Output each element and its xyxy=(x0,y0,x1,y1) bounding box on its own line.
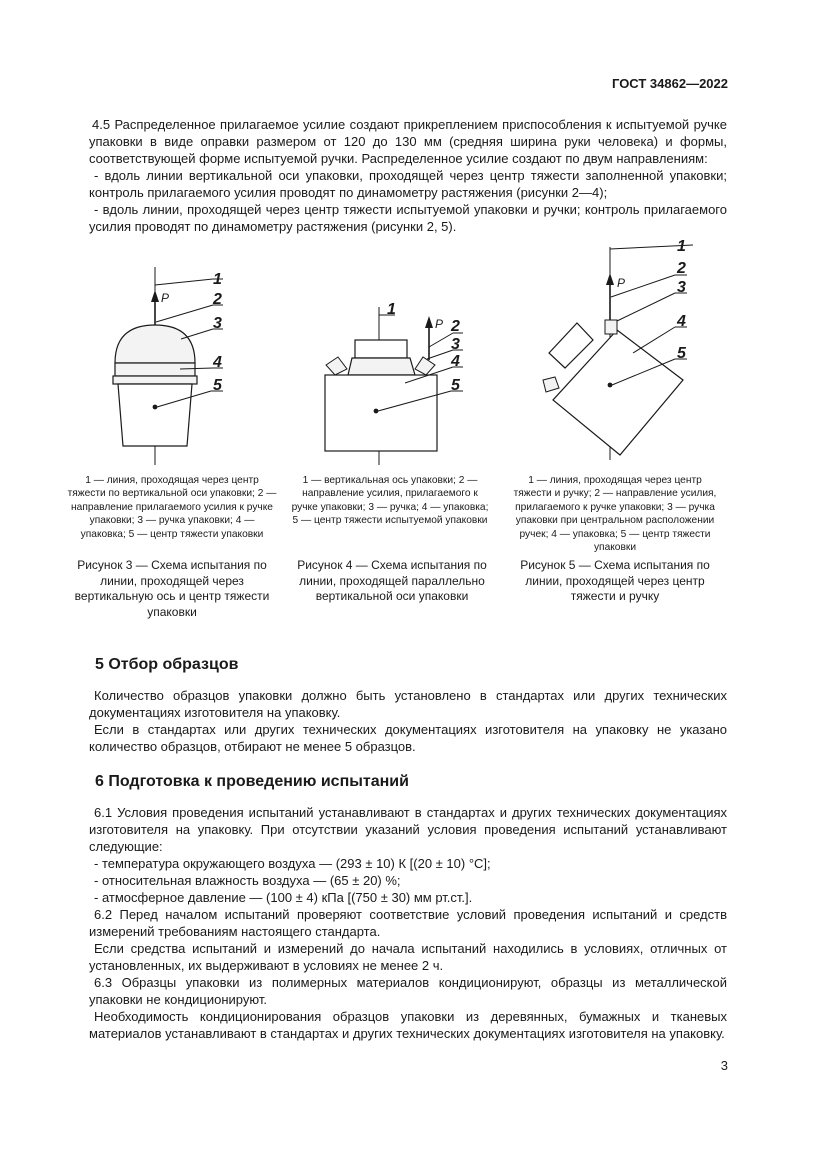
force-arrow-icon xyxy=(151,290,159,302)
section-5-paragraph-1: Количество образцов упаковки должно быть установлено в стандартах или других технических документациях изготовителя на упаковку. xyxy=(89,688,727,721)
svg-text:2: 2 xyxy=(213,291,222,308)
figure-3-legend: 1 — линия, проходящая через центр тяжести по вертикальной оси упаковки; 2 — направление прилагаемого усилия к ручке упаковки; 3 — ручка упаковки; 4 — упаковка; 5 — центр тяжести упаковки xyxy=(67,475,277,540)
svg-text:5: 5 xyxy=(677,345,686,362)
document-header-standard: ГОСТ 34862—2022 xyxy=(612,76,728,91)
side-handle xyxy=(543,377,559,392)
bullet-center-line: - вдоль линии, проходящей через центр тяжести испытуемой упаковки и ручки; контроль прилагаемого усилия проводят по динамометру растяжения (рисунки 2, 5). xyxy=(89,202,727,235)
canister-handle-left xyxy=(326,357,347,375)
svg-text:3: 3 xyxy=(451,336,460,353)
section-6-3-paragraph: 6.3 Образцы упаковки из полимерных материалов кондиционируют, образцы из металлической упаковки не кондиционируют. xyxy=(89,975,727,1008)
tilted-canister-neck xyxy=(549,323,593,368)
svg-text:2: 2 xyxy=(677,260,686,277)
force-arrow-icon xyxy=(425,316,433,328)
svg-text:4: 4 xyxy=(213,354,222,371)
figure-5-title: Рисунок 5 — Схема испытания по линии, проходящей через центр тяжести и ручку xyxy=(520,558,710,604)
svg-text:5: 5 xyxy=(451,377,460,394)
svg-text:3: 3 xyxy=(677,279,686,296)
svg-text:P: P xyxy=(435,317,444,331)
section-5-heading: 5 Отбор образцов xyxy=(95,656,239,673)
bullet-vertical-axis: - вдоль линии вертикальной оси упаковки, проходящей через центр тяжести заполненной упаковки; контроль прилагаемого усилия проводят по динамометру растяжения (рисунки 2—4); xyxy=(89,168,727,201)
canister-handle-right xyxy=(415,357,435,375)
section-6-2-paragraph: 6.2 Перед началом испытаний проверяют соответствие условий проведения испытаний и средств измерений требованиям настоящего стандарта. xyxy=(89,907,727,940)
page-number: 3 xyxy=(720,1058,728,1073)
bucket-handle xyxy=(115,325,195,363)
paragraph-4-5: 4.5 Распределенное прилагаемое усилие создают прикреплением приспособления к испытуемой ручке упаковки в виде оправки размером от 120 до 130 мм (средняя ширина руки человека) и формы, соответствующей форме испытуемой ручки. Распределенное усилие создают по двум направлениям: xyxy=(89,117,727,167)
bullet-humidity: - относительная влажность воздуха — (65 ± 20) %; xyxy=(94,873,401,888)
canister-body xyxy=(325,375,437,451)
svg-text:4: 4 xyxy=(451,353,460,370)
force-label-p: P xyxy=(161,291,170,305)
section-6-1-paragraph: 6.1 Условия проведения испытаний устанавливают в стандартах и других технических документациях изготовителя на упаковку. При отсутствии указаний условия проведения испытаний устанавливают следующие: xyxy=(89,805,727,855)
center-of-gravity xyxy=(153,405,158,410)
section-6-heading: 6 Подготовка к проведению испытаний xyxy=(95,773,409,790)
section-6-3-paragraph-2: Необходимость кондиционирования образцов упаковки из деревянных, бумажных и тканевых материалов устанавливают в стандартах и других технических документациях изготовителя на упаковку. xyxy=(89,1009,727,1042)
bucket-body xyxy=(118,384,192,446)
bullet-pressure: - атмосферное давление — (100 ± 4) кПа [(750 ± 30) мм рт.ст.]. xyxy=(94,890,473,905)
figure-4-canister-diagram xyxy=(305,295,475,465)
figure-3-bucket-diagram xyxy=(95,255,245,465)
figure-4-legend: 1 — вертикальная ось упаковки; 2 — направление усилия, прилагаемого к ручке упаковки; 3 — ручка; 4 — упаковка; 5 — центр тяжести испытуемой упаковки xyxy=(291,475,489,527)
figure-5-legend: 1 — линия, проходящая через центр тяжести и ручку; 2 — направление усилия, прилагаемого к ручке упаковки; 3 — ручка упаковки при центральном расположении ручек; 4 — упаковка; 5 — центр тяжести упаковки xyxy=(513,475,717,554)
center-of-gravity xyxy=(608,383,613,388)
bullet-temperature: - температура окружающего воздуха — (293 ± 10) К [(20 ± 10) °С]; xyxy=(94,856,491,871)
svg-text:3: 3 xyxy=(213,315,222,332)
canister-neck xyxy=(355,340,407,358)
svg-text:4: 4 xyxy=(677,313,686,330)
center-of-gravity xyxy=(374,409,379,414)
section-5-paragraph-2: Если в стандартах или других технических документациях изготовителя на упаковку не указано количество образцов, отбирают не менее 5 образцов. xyxy=(89,722,727,755)
svg-text:2: 2 xyxy=(451,318,460,335)
svg-text:1: 1 xyxy=(677,238,686,255)
figure-5-tilted-canister-diagram xyxy=(535,235,705,465)
figure-4-title: Рисунок 4 — Схема испытания по линии, проходящей параллельно вертикальной оси упаковки xyxy=(297,558,487,604)
force-arrow-icon xyxy=(606,273,614,285)
svg-text:1: 1 xyxy=(387,301,396,318)
section-6-2-paragraph-2: Если средства испытаний и измерений до начала испытаний находились в условиях, отличных от установленных, их выдерживают в условиях не менее 2 ч. xyxy=(89,941,727,974)
center-handle xyxy=(605,320,617,334)
svg-text:1: 1 xyxy=(213,271,222,288)
svg-text:5: 5 xyxy=(213,377,222,394)
svg-text:P: P xyxy=(617,276,626,290)
figure-3-title: Рисунок 3 — Схема испытания по линии, проходящей через вертикальную ось и центр тяжести упаковки xyxy=(74,558,270,619)
